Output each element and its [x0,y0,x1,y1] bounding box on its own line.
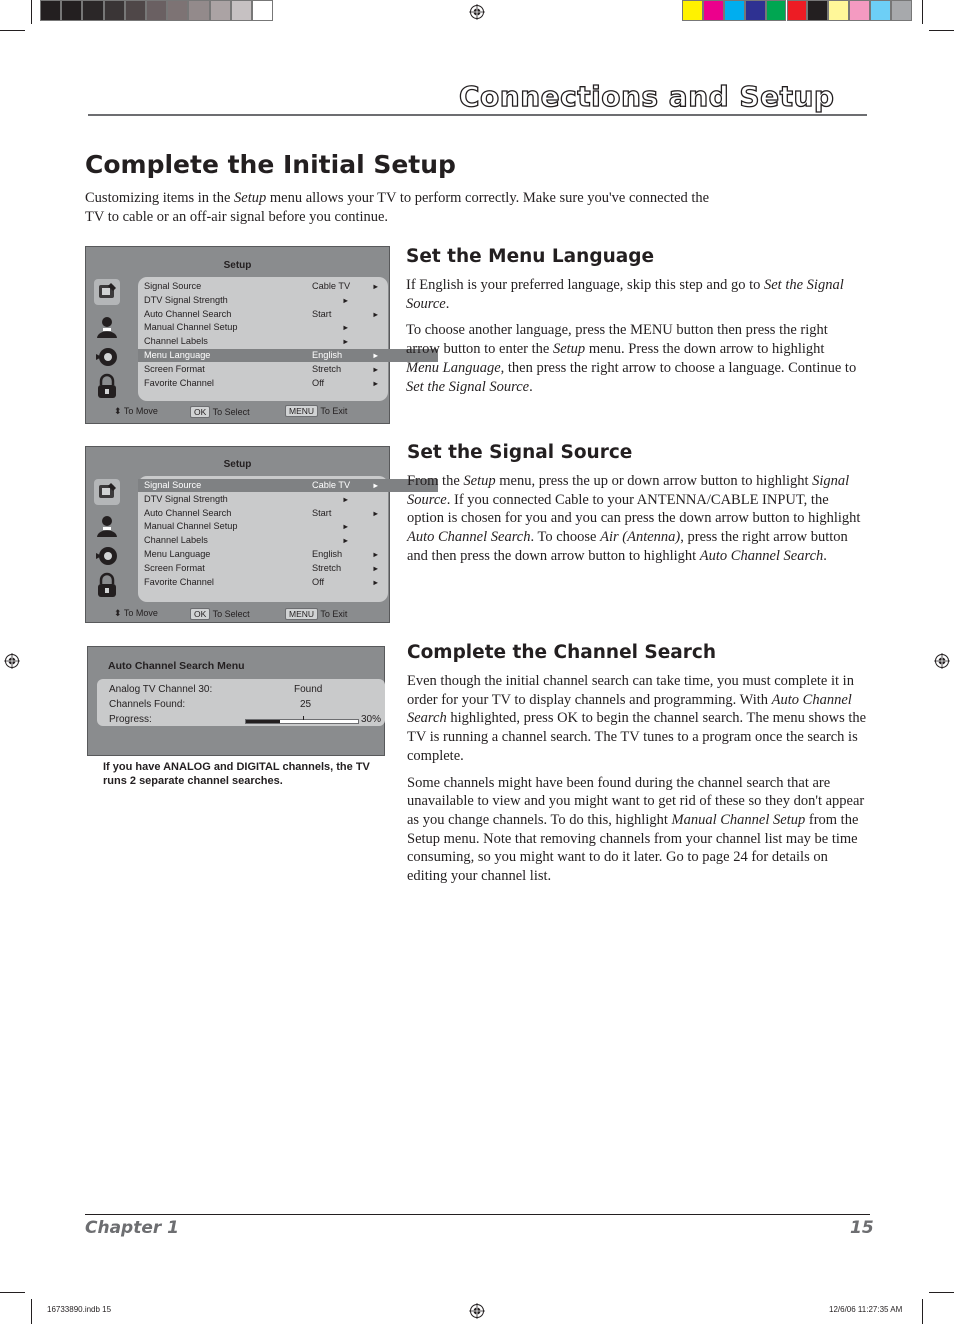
channel-search-text: Even though the initial channel search can take time, you must complete it in order for your TV to display channels and programming. With Auto Channel Search highlighted, press OK to begin the channel search. The menu shows the TV is running a channel search. The TV tunes to a program once the search is complete. Some channels might have been found during the channel search that are unavailable to view and you might want to get rid of these so they don't appear as you change channels. To do this, highlight Manual Channel Setup from the Setup menu. Note that removing channels from your channel list may be time consuming, so you might want to do it later. Go to page 24 for details on editing your channel list. [407,673,867,885]
color-swatch [891,0,912,21]
menu-row[interactable] [138,321,438,334]
menu-row-label: Signal Source [144,281,202,291]
crop-mark [929,30,954,31]
heading-channel-search: Complete the Channel Search [407,642,717,663]
select-hint: OK To Select [190,406,250,418]
progress-label: Progress: [109,714,152,725]
color-swatch [807,0,828,21]
channels-found-value: 25 [300,699,312,710]
date-slug: 12/6/06 11:27:35 AM [829,1305,903,1314]
tv-setup-icon[interactable] [94,279,120,305]
right-arrow-icon: ► [372,282,380,291]
color-swatch [849,0,870,21]
menu-row-label: Auto Channel Search [144,308,232,319]
crop-mark [31,0,32,24]
menu-title: Setup [223,459,252,470]
right-arrow-icon: ► [342,323,350,333]
analog-channel-label: Analog TV Channel 30: [109,684,213,695]
menu-row-value: Cable TV [312,281,351,291]
color-swatch [146,0,167,21]
menu-row-label: Menu Language [144,350,211,360]
menu-row-value: English [312,549,343,559]
menu-row[interactable] [138,349,438,362]
right-arrow-icon: ► [372,309,380,319]
menu-row-label: Channel Labels [144,336,208,347]
heading-signal-source: Set the Signal Source [407,442,633,463]
setup-menu-screenshot-signal [85,446,390,623]
move-hint: ⬍ To Move [114,608,158,618]
right-arrow-icon: ► [342,536,350,546]
right-arrow-icon: ► [372,378,380,388]
color-swatch [82,0,103,21]
exit-hint: MENU To Exit [285,405,347,417]
menu-row-label: DTV Signal Strength [144,493,228,504]
lock-parental-icon[interactable] [94,344,120,370]
color-swatch [787,0,808,21]
menu-row-value: Stretch [312,562,342,573]
color-swatch [40,0,61,21]
progress-fill [246,720,280,723]
signal-source-text: From the Setup menu, press the up or down arrow button to highlight Signal Source. If you connected Cable to your ANTENNA/CABLE INPUT, the option is chosen for you and you can press the down arrow button to highlight Auto Channel Search. To choose Air (Antenna), press the right arrow button and then press the down arrow button to highlight Auto Channel Search. [407,473,861,564]
setup-menu-screenshot-language [85,246,390,424]
page-number: 15 [850,1218,874,1238]
menu-row-label: Channel Labels [144,535,208,546]
color-swatch [252,0,273,21]
registration-mark-icon [934,653,950,669]
header-rule [88,114,867,116]
color-swatch [231,0,252,21]
menu-row-label: DTV Signal Strength [144,294,228,305]
menu-row-value: Cable TV [312,480,351,490]
menu-row-value: Start [312,507,332,518]
color-swatch [61,0,82,21]
padlock-icon[interactable] [94,373,120,399]
color-swatch [125,0,146,21]
menu-row-label: Manual Channel Setup [144,322,238,333]
progress-percent: 30% [361,714,382,725]
section-header: Connections and Setup [459,80,835,113]
menu-row[interactable] [138,534,438,547]
exit-hint: MENU To Exit [285,608,347,620]
menu-row-value: Off [312,377,325,388]
menu-row[interactable] [138,507,438,520]
menu-row-label: Screen Format [144,562,205,573]
menu-row[interactable] [138,479,438,492]
right-arrow-icon: ► [372,508,380,518]
color-swatch [745,0,766,21]
right-arrow-icon: ► [372,563,380,573]
registration-mark-icon [4,653,20,669]
right-arrow-icon: ► [372,351,380,360]
right-arrow-icon: ► [342,522,350,532]
right-arrow-icon: ► [342,295,350,305]
color-swatch [682,0,703,21]
auto-channel-search-screenshot [87,646,385,756]
menu-row-label: Auto Channel Search [144,507,232,518]
crop-mark [0,1292,25,1293]
tv-setup-icon[interactable] [94,479,120,505]
page-title: Complete the Initial Setup [85,150,456,179]
registration-mark-icon [469,4,485,20]
color-swatch [104,0,125,21]
chapter-label: Chapter 1 [85,1218,180,1238]
color-swatch [766,0,787,21]
file-slug: 16733890.indb 15 [47,1305,112,1314]
menu-row[interactable] [138,377,438,390]
padlock-icon[interactable] [94,572,120,598]
channels-found-label: Channels Found: [109,699,186,710]
menu-row[interactable] [138,576,438,589]
color-swatch [188,0,209,21]
menu-row-value: Off [312,576,325,587]
move-hint: ⬍ To Move [114,406,158,416]
color-swatch [724,0,745,21]
select-hint: OK To Select [190,608,250,620]
menu-row-label: Manual Channel Setup [144,521,238,532]
color-swatch [210,0,231,21]
channel-search-caption: If you have ANALOG and DIGITAL channels, the TV runs 2 separate channel searches. [103,761,370,787]
menu-row[interactable] [138,520,438,533]
progress-bar [245,719,359,724]
menu-row[interactable] [138,548,438,561]
menu-row-value: Stretch [312,363,342,374]
intro-paragraph: Customizing items in the Setup menu allows your TV to perform correctly. Make sure you've connected the TV to cable or an off-air signal before you continue. [85,190,710,225]
right-arrow-icon: ► [372,550,380,559]
right-arrow-icon: ► [342,337,350,347]
menu-row-label: Menu Language [144,549,211,559]
heading-menu-language: Set the Menu Language [406,246,655,267]
crop-mark [922,0,923,24]
right-arrow-icon: ► [372,481,380,490]
person-icon[interactable] [94,513,120,539]
menu-row[interactable] [138,493,438,506]
color-swatch [703,0,724,21]
menu-row-label: Favorite Channel [144,377,214,388]
right-arrow-icon: ► [372,364,380,374]
menu-row[interactable] [138,308,438,321]
footer-rule [85,1214,870,1215]
color-swatch [167,0,188,21]
right-arrow-icon: ► [372,577,380,587]
acs-menu-title: Auto Channel Search Menu [108,660,245,672]
color-swatch [828,0,849,21]
menu-row[interactable] [138,363,438,376]
color-swatch [870,0,891,21]
registration-mark-icon [469,1303,485,1319]
crop-mark [0,30,25,31]
menu-row[interactable] [138,280,438,293]
menu-row-label: Screen Format [144,363,205,374]
menu-row-value: English [312,350,343,360]
menu-row[interactable] [138,294,438,307]
menu-row-label: Signal Source [144,480,202,490]
person-icon[interactable] [94,314,120,340]
crop-mark [929,1292,954,1293]
menu-row-value: Start [312,308,332,319]
lock-parental-icon[interactable] [94,543,120,569]
menu-title: Setup [223,260,252,271]
crop-mark [922,1299,923,1324]
analog-channel-status: Found [294,684,323,695]
menu-language-text: If English is your preferred language, skip this step and go to Set the Signal Source. To choose another language, press the MENU button then press the right arrow button to enter the Setup menu. Press the down arrow to highlight Menu Language, then press the right arrow to choose a language. Continue to Set the Signal Source. [406,277,857,395]
crop-mark [31,1299,32,1324]
menu-row[interactable] [138,562,438,575]
menu-row-label: Favorite Channel [144,576,214,587]
right-arrow-icon: ► [342,494,350,504]
progress-marker [303,716,304,720]
menu-row[interactable] [138,335,438,348]
